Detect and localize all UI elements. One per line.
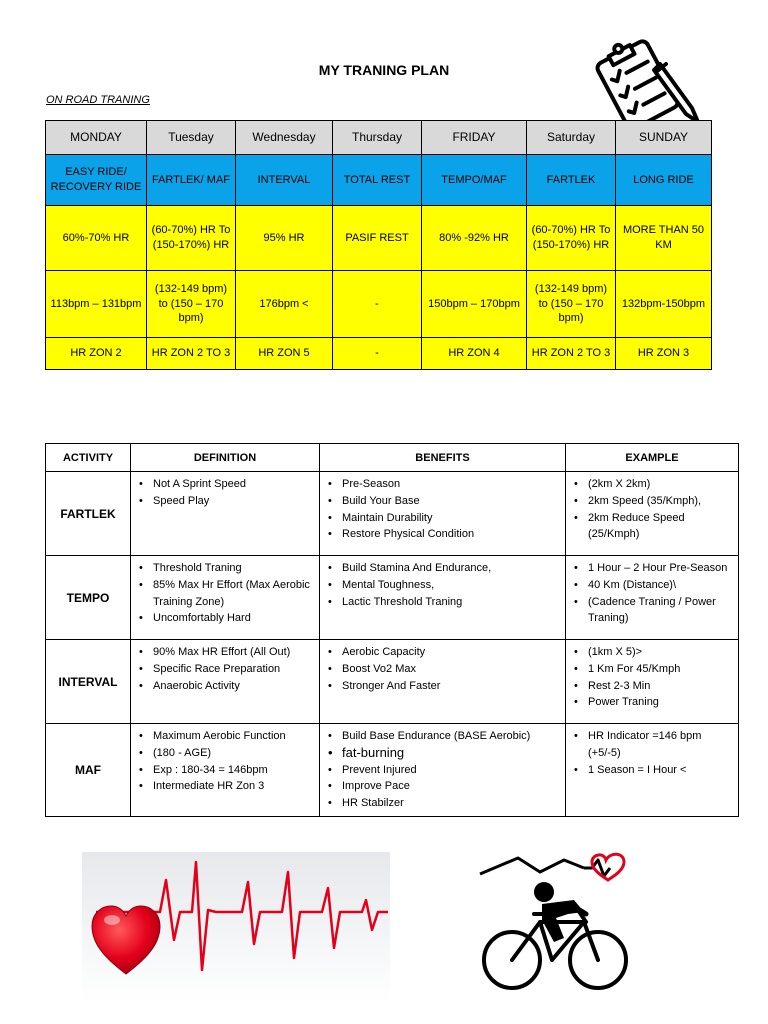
zone-cell: HR ZON 5 [236, 338, 333, 370]
bpm-cell: 113bpm – 131bpm [46, 271, 147, 338]
day-cell: Saturday [527, 121, 616, 155]
bpm-row [46, 271, 712, 338]
list-item: • Pre-Season [324, 476, 561, 493]
intensity-cell: (60-70%) HR To (150-170%) HR [147, 206, 236, 271]
list-item: • Boost Vo2 Max [324, 661, 561, 678]
day-cell: Wednesday [236, 121, 333, 155]
list-item: • Maintain Durability [324, 510, 561, 527]
day-cell: Tuesday [147, 121, 236, 155]
training-type-row [46, 155, 712, 206]
zone-cell: HR ZON 2 [46, 338, 147, 370]
intensity-cell: 60%-70% HR [46, 206, 147, 271]
day-cell: SUNDAY [616, 121, 712, 155]
type-cell: TOTAL REST [333, 155, 422, 206]
list-item: • 1 Hour – 2 Hour Pre-Season [570, 560, 734, 577]
list-item: • Stronger And Faster [324, 678, 561, 695]
list-item: • 85% Max Hr Effort (Max Aerobic Training Zone) [135, 577, 315, 611]
list-item: • Mental Toughness, [324, 577, 561, 594]
activity-name: FARTLEK [46, 472, 131, 556]
intensity-cell: PASIF REST [333, 206, 422, 271]
list-item: • Uncomfortably Hard [135, 610, 315, 627]
definition-cell [131, 472, 320, 556]
bpm-cell: - [333, 271, 422, 338]
activity-name: MAF [46, 724, 131, 817]
list-item: • Build Your Base [324, 493, 561, 510]
benefits-cell [320, 724, 566, 817]
bpm-cell: (132-149 bpm) to (150 – 170 bpm) [527, 271, 616, 338]
benefits-cell [320, 640, 566, 724]
list-item: • HR Indicator =146 bpm (+5/-5) [570, 728, 734, 762]
list-item: • 40 Km (Distance)\ [570, 577, 734, 594]
list-item: • (Cadence Traning / Power Traning) [570, 594, 734, 628]
weekly-plan-table [45, 120, 712, 370]
type-cell: FARTLEK/ MAF [147, 155, 236, 206]
zone-cell: - [333, 338, 422, 370]
list-item: • Aerobic Capacity [324, 644, 561, 661]
intensity-cell: MORE THAN 50 KM [616, 206, 712, 271]
list-item: • Anaerobic Activity [135, 678, 315, 695]
definition-cell [131, 640, 320, 724]
list-item: • 1 Km For 45/Kmph [570, 661, 734, 678]
hr-zone-row [46, 338, 712, 370]
list-item: • Build Stamina And Endurance, [324, 560, 561, 577]
heartbeat-graphic [82, 852, 390, 1002]
benefits-cell [320, 472, 566, 556]
bpm-cell: 176bpm < [236, 271, 333, 338]
list-item: • Lactic Threshold Traning [324, 594, 561, 611]
list-item: • Speed Play [135, 493, 315, 510]
cyclist-graphic [474, 852, 638, 1002]
list-item: • 2km Speed (35/Kmph), [570, 493, 734, 510]
type-cell: FARTLEK [527, 155, 616, 206]
list-item: • Intermediate HR Zon 3 [135, 778, 315, 795]
intensity-cell: 80% -92% HR [422, 206, 527, 271]
header-benefits: BENEFITS [320, 444, 566, 472]
intensity-cell: 95% HR [236, 206, 333, 271]
header-activity: ACTIVITY [46, 444, 131, 472]
intensity-row [46, 206, 712, 271]
list-item: • Build Base Endurance (BASE Aerobic) [324, 728, 561, 745]
list-item: • HR Stabilzer [324, 795, 561, 812]
type-cell: INTERVAL [236, 155, 333, 206]
example-cell [566, 556, 739, 640]
day-header-row [46, 121, 712, 155]
activity-table [45, 443, 739, 817]
list-item: • Specific Race Preparation [135, 661, 315, 678]
bpm-cell: 150bpm – 170bpm [422, 271, 527, 338]
example-cell [566, 472, 739, 556]
activity-row-maf [46, 724, 739, 817]
header-definition: DEFINITION [131, 444, 320, 472]
benefits-cell [320, 556, 566, 640]
page-title: MY TRANING PLAN [318, 62, 450, 78]
zone-cell: HR ZON 3 [616, 338, 712, 370]
type-cell: EASY RIDE/ RECOVERY RIDE [46, 155, 147, 206]
example-cell [566, 640, 739, 724]
intensity-cell: (60-70%) HR To (150-170%) HR [527, 206, 616, 271]
section-subtitle: ON ROAD TRANING [46, 94, 150, 106]
day-cell: Thursday [333, 121, 422, 155]
list-item: • Threshold Traning [135, 560, 315, 577]
bpm-cell: (132-149 bpm) to (150 – 170 bpm) [147, 271, 236, 338]
list-item: • Restore Physical Condition [324, 526, 561, 543]
zone-cell: HR ZON 2 TO 3 [147, 338, 236, 370]
activity-row-tempo [46, 556, 739, 640]
list-item: • (1km X 5)> [570, 644, 734, 661]
zone-cell: HR ZON 4 [422, 338, 527, 370]
list-item: • Rest 2-3 Min [570, 678, 734, 695]
example-cell [566, 724, 739, 817]
list-item: • fat-burning [324, 745, 561, 762]
bpm-cell: 132bpm-150bpm [616, 271, 712, 338]
list-item: • 1 Season = I Hour < [570, 762, 734, 779]
list-item: • Prevent Injured [324, 762, 561, 779]
list-item: • Power Traning [570, 694, 734, 711]
activity-name: INTERVAL [46, 640, 131, 724]
zone-cell: HR ZON 2 TO 3 [527, 338, 616, 370]
list-item: • (2km X 2km) [570, 476, 734, 493]
header-example: EXAMPLE [566, 444, 739, 472]
definition-cell [131, 724, 320, 817]
definition-cell [131, 556, 320, 640]
type-cell: TEMPO/MAF [422, 155, 527, 206]
list-item: • (180 - AGE) [135, 745, 315, 762]
day-cell: FRIDAY [422, 121, 527, 155]
list-item: • Not A Sprint Speed [135, 476, 315, 493]
day-cell: MONDAY [46, 121, 147, 155]
clipboard-checklist-icon [588, 36, 710, 132]
list-item: • Improve Pace [324, 778, 561, 795]
activity-row-interval [46, 640, 739, 724]
list-item: • Exp : 180-34 = 146bpm [135, 762, 315, 779]
activity-header-row [46, 444, 739, 472]
type-cell: LONG RIDE [616, 155, 712, 206]
list-item: • Maximum Aerobic Function [135, 728, 315, 745]
activity-row-fartlek [46, 472, 739, 556]
activity-name: TEMPO [46, 556, 131, 640]
list-item: • 90% Max HR Effort (All Out) [135, 644, 315, 661]
list-item: • 2km Reduce Speed (25/Kmph) [570, 510, 734, 544]
